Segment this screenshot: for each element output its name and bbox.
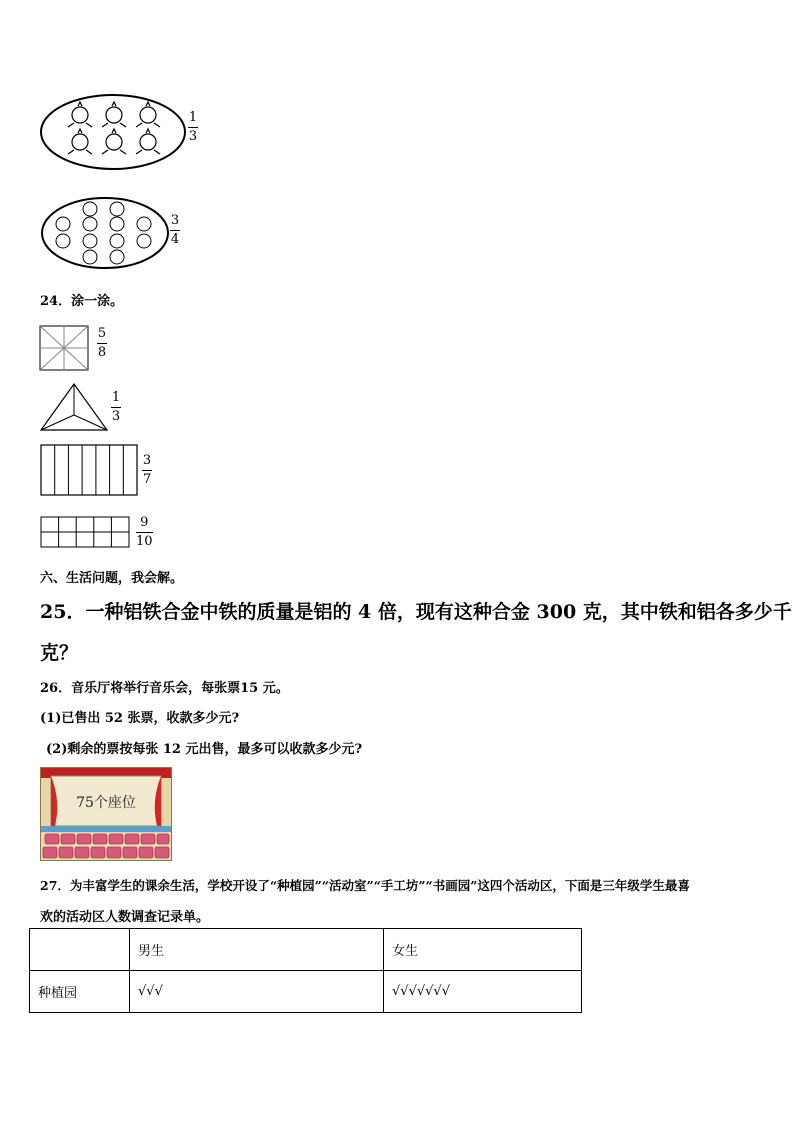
apple-icon <box>56 217 70 231</box>
fraction-one-third-chicks <box>188 110 198 145</box>
question-25-line-1: 25．一种铝铁合金中铁的质量是铝的 4 倍，现有这种合金 300 克，其中铁和铝各多少千 <box>40 601 792 623</box>
rectangle-sevenths-shape <box>40 444 138 496</box>
numerator: 3 <box>142 453 152 468</box>
numerator: 3 <box>170 213 180 228</box>
table-cell-area: 种植园 <box>30 971 130 1013</box>
apple-icon <box>83 250 97 264</box>
fraction-nine-tenths <box>136 515 153 550</box>
grid-tenths-shape <box>40 516 130 548</box>
apple-icon <box>56 234 70 248</box>
numerator: 1 <box>111 390 121 405</box>
question-25-line-2: 克？ <box>40 642 79 664</box>
square-eighths-shape <box>39 325 89 371</box>
numerator: 5 <box>97 326 107 341</box>
apple-icon <box>137 217 151 231</box>
table-row <box>30 971 582 1013</box>
question-26-stem: 26．音乐厅将举行音乐会，每张票15 元。 <box>40 681 289 696</box>
denominator: 4 <box>170 232 180 247</box>
table-header-row <box>30 929 582 971</box>
table-cell-girls: √√√√√√√ <box>384 971 582 1013</box>
apple-icon <box>110 234 124 248</box>
apple-icon <box>137 234 151 248</box>
triangle-thirds-shape <box>39 382 109 432</box>
apple-icon <box>110 217 124 231</box>
numerator: 9 <box>140 515 149 530</box>
question-26-part-2: (2)剩余的票按每张 12 元出售，最多可以收款多少元? <box>46 742 363 757</box>
apple-icon <box>83 234 97 248</box>
apple-icon <box>110 202 124 216</box>
apple-icon <box>110 250 124 264</box>
question-27-line-2: 欢的活动区人数调查记录单。 <box>40 910 210 925</box>
fraction-one-third-triangle <box>111 390 121 425</box>
chick-icon <box>102 129 126 154</box>
chick-icon <box>136 102 160 127</box>
apple-icon <box>83 202 97 216</box>
table-cell-boys: √√√ <box>130 971 384 1013</box>
chick-icon <box>102 102 126 127</box>
activity-survey-table <box>29 928 582 1013</box>
question-27-line-1: 27．为丰富学生的课余生活，学校开设了“种植园”“活动室”“手工坊”“书画园”这四个活动区，下面是三年级学生最喜 <box>40 878 690 893</box>
chick-group-figure <box>38 92 188 172</box>
table-header-cell: 女生 <box>384 929 582 971</box>
table-header-cell <box>30 929 130 971</box>
denominator: 10 <box>136 534 153 549</box>
denominator: 3 <box>188 129 198 144</box>
question-24-label: 24．涂一涂。 <box>40 294 124 309</box>
fraction-five-eighths <box>97 326 107 361</box>
denominator: 7 <box>142 472 152 487</box>
hall-seat-sign: 75个座位 <box>76 795 136 811</box>
denominator: 8 <box>97 345 107 360</box>
question-26-part-1: (1)已售出 52 张票，收款多少元? <box>40 711 240 726</box>
section-6-heading: 六、生活问题，我会解。 <box>40 571 184 586</box>
concert-hall-image <box>40 767 172 861</box>
stage-curtains <box>41 768 171 860</box>
chick-icon <box>68 129 92 154</box>
chick-icon <box>68 102 92 127</box>
numerator: 1 <box>188 110 198 125</box>
apple-group-figure <box>40 194 170 272</box>
apple-icon <box>83 217 97 231</box>
fraction-three-sevenths <box>142 453 152 488</box>
chick-icon <box>136 129 160 154</box>
table-header-cell: 男生 <box>130 929 384 971</box>
denominator: 3 <box>111 409 121 424</box>
fraction-three-quarters-apples <box>170 213 180 248</box>
